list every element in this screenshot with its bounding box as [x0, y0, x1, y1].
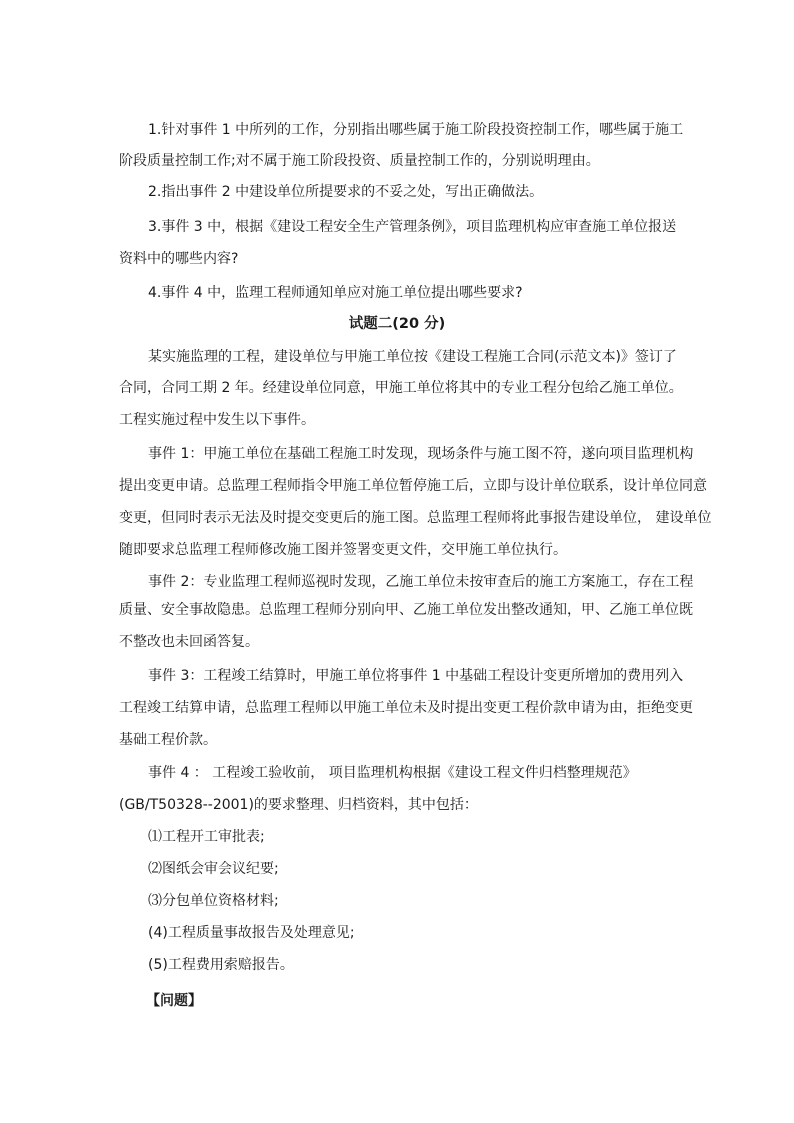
question-1-line-1: 1.针对事件 1 中所列的工作，分别指出哪些属于施工阶段投资控制工作，哪些属于施工 — [148, 122, 684, 138]
list-item-2: ⑵图纸会审会议纪要; — [148, 861, 279, 877]
list-item-3: ⑶分包单位资格材料; — [148, 893, 279, 909]
question-4: 4.事件 4 中，监理工程师通知单应对施工单位提出哪些要求? — [148, 285, 523, 301]
question-3-line-1: 3.事件 3 中，根据《建设工程安全生产管理条例》，项目监理机构应审查施工单位报送 — [148, 219, 677, 235]
list-item-1: ⑴工程开工审批表; — [148, 829, 265, 845]
intro-line-1: 某实施监理的工程，建设单位与甲施工单位按《建设工程施工合同(示范文本)》签订了 — [148, 349, 677, 365]
event-1-line-3: 变更，但同时表示无法及时提交变更后的施工图。总监理工程师将此事报告建设单位， 建设单位 — [119, 510, 712, 526]
event-3-line-2: 工程竣工结算申请，总监理工程师以甲施工单位未及时提出变更工程价款申请为由，拒绝变更 — [119, 700, 693, 716]
event-4-line-2: (GB/T50328--2001)的要求整理、归档资料，其中包括： — [119, 797, 478, 813]
event-1-line-4: 随即要求总监理工程师修改施工图并签署变更文件，交甲施工单位执行。 — [119, 542, 567, 558]
event-1-line-2: 提出变更申请。总监理工程师指令甲施工单位暂停施工后，立即与设计单位联系，设计单位同意 — [119, 478, 707, 494]
question-heading: 【问题】 — [146, 993, 202, 1009]
question-2: 2.指出事件 2 中建设单位所提要求的不妥之处，写出正确做法。 — [148, 184, 544, 200]
section-title: 试题二(20 分) — [348, 316, 446, 332]
question-1-line-2: 阶段质量控制工作;对不属于施工阶段投资、质量控制工作的，分别说明理由。 — [119, 153, 600, 169]
intro-line-3: 工程实施过程中发生以下事件。 — [119, 412, 315, 428]
event-1-line-1: 事件 1：甲施工单位在基础工程施工时发现，现场条件与施工图不符，遂向项目监理机构 — [148, 446, 694, 462]
intro-line-2: 合同，合同工期 2 年。经建设单位同意，甲施工单位将其中的专业工程分包给乙施工单位。 — [119, 380, 683, 396]
event-2-line-2: 质量、安全事故隐患。总监理工程师分别向甲、乙施工单位发出整改通知，甲、乙施工单位既 — [119, 602, 693, 618]
list-item-4: (4)工程质量事故报告及处理意见; — [148, 925, 355, 941]
question-3-line-2: 资料中的哪些内容? — [119, 251, 239, 267]
event-2-line-1: 事件 2：专业监理工程师巡视时发现，乙施工单位未按审查后的施工方案施工，存在工程 — [148, 574, 694, 590]
event-2-line-3: 不整改也未回函答复。 — [119, 634, 259, 650]
event-3-line-1: 事件 3：工程竣工结算时，甲施工单位将事件 1 中基础工程设计变更所增加的费用列入 — [148, 668, 684, 684]
event-4-line-1: 事件 4 ： 工程竣工验收前， 项目监理机构根据《建设工程文件归档整理规范》 — [148, 765, 637, 781]
list-item-5: (5)工程费用索赔报告。 — [148, 957, 294, 973]
event-3-line-3: 基础工程价款。 — [119, 732, 217, 748]
